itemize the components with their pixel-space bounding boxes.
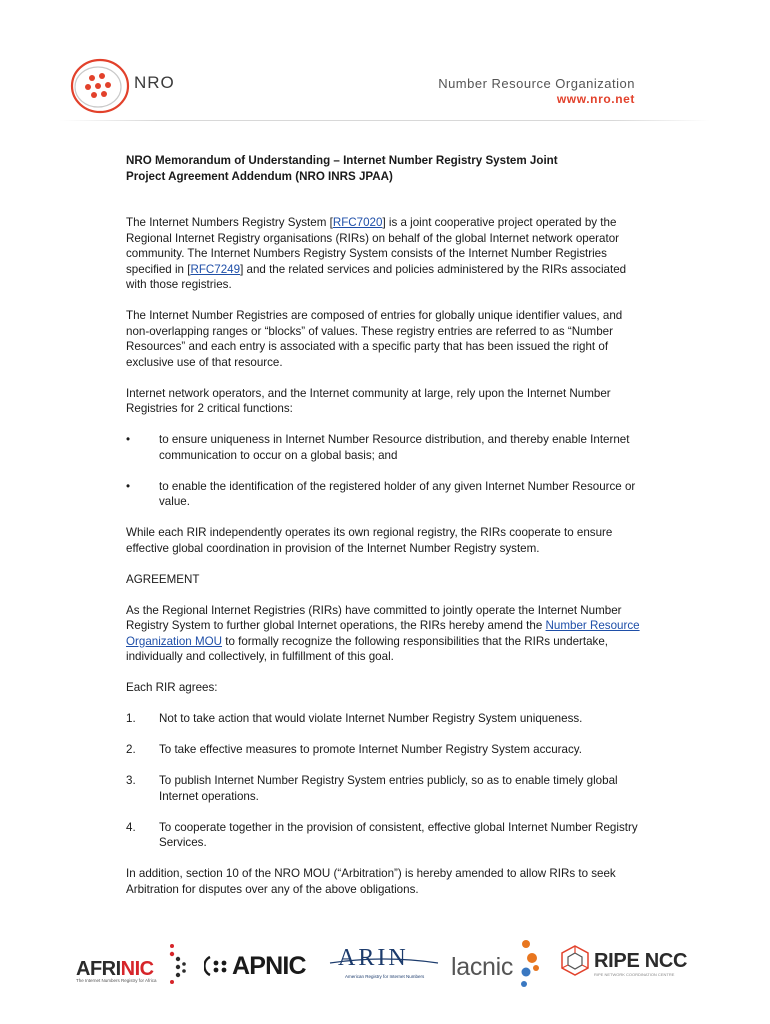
numbered-item-2 [126, 742, 646, 758]
rfc7020-link[interactable]: RFC7020 [332, 216, 383, 229]
agreement-heading: AGREEMENT [126, 572, 200, 586]
org-name: Number Resource Organization [438, 76, 635, 91]
ripe-ncc-logo: RIPE NCC [594, 950, 688, 972]
paragraph-registries: The Internet Number Registries are composed of entries for globally unique identifier values, and non-overlapping ranges or “blocks” of values. These registry entries are referred to as “Number Resources” and each entry is associated with a specific party that has been issued the right of exclusive use of that resource. [126, 309, 623, 369]
lacnic-dots-icon [516, 938, 542, 990]
numbered-item-3 [126, 773, 646, 804]
nro-logo-icon [68, 56, 198, 118]
item-text: To publish Internet Number Registry System entries publicly, so as to enable timely global Internet operations. [159, 774, 618, 803]
item-number: 2. [126, 743, 136, 756]
afrinic-dots-icon [166, 940, 188, 990]
title-line-1: NRO Memorandum of Understanding – Internet Number Registry System Joint [126, 154, 558, 167]
numbered-item-4 [126, 820, 646, 851]
title-line-2: Project Agreement Addendum (NRO INRS JPAA) [126, 169, 393, 183]
item-number: 4. [126, 820, 136, 834]
paragraph-arbitration: In addition, section 10 of the NRO MOU (“Arbitration”) is hereby amended to allow RIRs to seek Arbitration for disputes over any of the above obligations. [126, 867, 616, 896]
numbered-item-1 [126, 711, 646, 727]
rfc7249-link[interactable]: RFC7249 [190, 262, 241, 276]
paragraph-each-rir: Each RIR agrees: [126, 681, 218, 694]
afrinic-logo-black: AFRI [76, 958, 121, 980]
p5-text-b: to formally recognize the following responsibilities that the RIRs undertake, individually and collectively, in fulfillment of this goal. [126, 634, 609, 663]
nro-mou-link[interactable]: Number Resource Organization MOU [126, 619, 640, 648]
item-number: 3. [126, 774, 136, 787]
document-title [126, 153, 646, 184]
paragraph-functions: Internet network operators, and the Internet community at large, rely upon the Internet Number Registries for 2 critical functions: [126, 386, 611, 415]
item-text: To take effective measures to promote Internet Number Registry System accuracy. [159, 743, 582, 756]
arin-logo: ARIN [338, 945, 409, 971]
document-body [126, 153, 646, 913]
bullet-item-2: • to enable the identification of the registered holder of any given Internet Number Resource or value. [126, 479, 646, 510]
paragraph-agreement [126, 603, 646, 665]
apnic-dots-icon [204, 954, 232, 978]
org-url[interactable]: www.nro.net [556, 92, 635, 106]
p1-text-b: ] is a joint cooperative project operated by the Regional Internet Registry organisations (RIRs) on behalf of the global Internet network operator community. The Internet Numbers Registry System consists of the Internet Number Registries specified in [ [126, 216, 620, 276]
arin-tagline: American Registry for Internet Numbers [345, 974, 425, 979]
ripe-ncc-cubes-icon [558, 944, 592, 982]
paragraph-intro [126, 215, 646, 293]
p5-text-a: As the Regional Internet Registries (RIRs) have committed to jointly operate the Internet Number Registry System to further global Internet operations, the RIRs hereby amend the [126, 603, 622, 632]
bullet-item-1: • to ensure uniqueness in Internet Number Resource distribution, and thereby enable Internet communication to occur on a global basis; and [126, 432, 646, 463]
p1-text-a: The Internet Numbers Registry System [ [126, 216, 333, 229]
p1-text-c: ] and the related services and policies administered by the RIRs associated with those registries. [126, 262, 627, 291]
item-text: To cooperate together in the provision of consistent, effective global Internet Number Registry Services. [159, 820, 638, 849]
paragraph-cooperation: While each RIR independently operates its own regional registry, the RIRs cooperate to ensure effective global coordination in provision of the Internet Number Registry system. [126, 526, 613, 555]
afrinic-logo-red: NIC [120, 958, 154, 980]
apnic-logo: APNIC [232, 952, 306, 980]
lacnic-logo: lacnic [451, 953, 514, 981]
nro-logo-text: NRO [134, 73, 175, 92]
ripe-ncc-tagline: RIPE NETWORK COORDINATION CENTRE [594, 972, 675, 977]
item-number: 1. [126, 712, 136, 725]
header-divider [60, 120, 710, 121]
afrinic-tagline: The Internet Numbers Registry for Africa [76, 978, 157, 983]
item-text: Not to take action that would violate Internet Number Registry System uniqueness. [159, 712, 583, 725]
page-header [0, 0, 770, 130]
